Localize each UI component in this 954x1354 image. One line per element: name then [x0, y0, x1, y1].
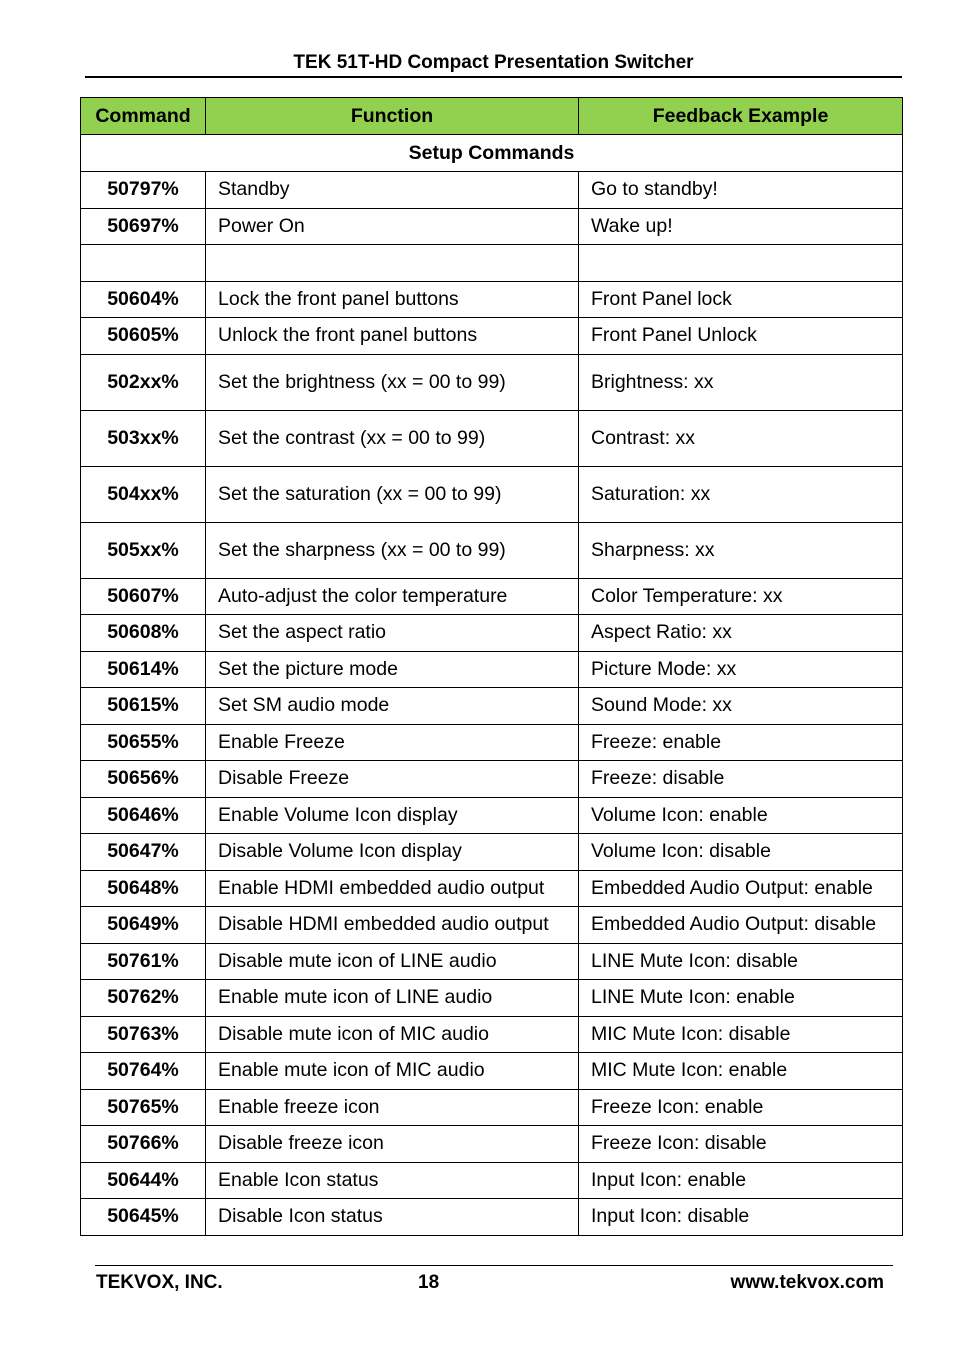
cell-command: 504xx% [81, 466, 206, 522]
cell-function: Set SM audio mode [206, 688, 579, 725]
table-row [81, 724, 903, 761]
cell-command: 50645% [81, 1199, 206, 1236]
table-row [81, 1199, 903, 1236]
table-row [81, 980, 903, 1017]
cell-function: Enable Volume Icon display [206, 797, 579, 834]
cell-feedback: Embedded Audio Output: enable [579, 870, 903, 907]
table-row [81, 466, 903, 522]
cell-function: Set the aspect ratio [206, 615, 579, 652]
column-header-feedback: Feedback Example [579, 98, 903, 135]
command-table [80, 97, 903, 1236]
cell-feedback: Freeze Icon: enable [579, 1089, 903, 1126]
footer-website: www.tekvox.com [730, 1272, 884, 1293]
cell-command: 50604% [81, 281, 206, 318]
table-row [81, 208, 903, 245]
cell-function: Disable Volume Icon display [206, 834, 579, 871]
table-row [81, 1016, 903, 1053]
table-row [81, 1089, 903, 1126]
cell-feedback: Freeze Icon: disable [579, 1126, 903, 1163]
cell-command: 50607% [81, 578, 206, 615]
section-row [81, 135, 903, 172]
cell-command: 50797% [81, 172, 206, 209]
cell-function: Lock the front panel buttons [206, 281, 579, 318]
cell-feedback: Freeze: enable [579, 724, 903, 761]
cell-function: Disable Freeze [206, 761, 579, 798]
cell-command: 50762% [81, 980, 206, 1017]
cell-function: Unlock the front panel buttons [206, 318, 579, 355]
table-row [81, 245, 903, 282]
cell-command: 50761% [81, 943, 206, 980]
cell-feedback: Brightness: xx [579, 354, 903, 410]
table-row [81, 688, 903, 725]
table-row [81, 578, 903, 615]
cell-feedback: Saturation: xx [579, 466, 903, 522]
cell-function: Enable Icon status [206, 1162, 579, 1199]
cell-feedback: Volume Icon: enable [579, 797, 903, 834]
cell-function: Disable mute icon of MIC audio [206, 1016, 579, 1053]
cell-command: 50763% [81, 1016, 206, 1053]
table-row [81, 1126, 903, 1163]
cell-command: 50655% [81, 724, 206, 761]
cell-function: Power On [206, 208, 579, 245]
cell-function: Set the saturation (xx = 00 to 99) [206, 466, 579, 522]
page-header-title: TEK 51T-HD Compact Presentation Switcher [293, 52, 694, 73]
table-row [81, 834, 903, 871]
column-header-command: Command [81, 98, 206, 135]
cell-command: 50764% [81, 1053, 206, 1090]
cell-function: Disable Icon status [206, 1199, 579, 1236]
cell-function: Set the picture mode [206, 651, 579, 688]
cell-function: Enable HDMI embedded audio output [206, 870, 579, 907]
cell-function: Disable HDMI embedded audio output [206, 907, 579, 944]
cell-feedback: Picture Mode: xx [579, 651, 903, 688]
cell-command: 50766% [81, 1126, 206, 1163]
cell-function: Set the brightness (xx = 00 to 99) [206, 354, 579, 410]
cell-function [206, 245, 579, 282]
cell-feedback: Freeze: disable [579, 761, 903, 798]
cell-function: Enable mute icon of LINE audio [206, 980, 579, 1017]
table-row [81, 651, 903, 688]
cell-function: Set the sharpness (xx = 00 to 99) [206, 522, 579, 578]
cell-function: Set the contrast (xx = 00 to 99) [206, 410, 579, 466]
cell-feedback: Sharpness: xx [579, 522, 903, 578]
cell-feedback: Wake up! [579, 208, 903, 245]
cell-feedback: MIC Mute Icon: disable [579, 1016, 903, 1053]
cell-feedback: LINE Mute Icon: enable [579, 980, 903, 1017]
cell-command: 50656% [81, 761, 206, 798]
cell-command: 502xx% [81, 354, 206, 410]
cell-command: 50648% [81, 870, 206, 907]
cell-command: 50649% [81, 907, 206, 944]
cell-command: 50646% [81, 797, 206, 834]
cell-feedback: LINE Mute Icon: disable [579, 943, 903, 980]
cell-command: 50765% [81, 1089, 206, 1126]
cell-feedback: MIC Mute Icon: enable [579, 1053, 903, 1090]
cell-feedback: Sound Mode: xx [579, 688, 903, 725]
table-row [81, 615, 903, 652]
cell-command: 50608% [81, 615, 206, 652]
cell-function: Disable freeze icon [206, 1126, 579, 1163]
cell-feedback: Volume Icon: disable [579, 834, 903, 871]
table-row [81, 761, 903, 798]
cell-feedback: Embedded Audio Output: disable [579, 907, 903, 944]
table-row [81, 172, 903, 209]
footer-page-number: 18 [418, 1272, 440, 1293]
cell-command [81, 245, 206, 282]
table-row [81, 797, 903, 834]
cell-command: 50644% [81, 1162, 206, 1199]
cell-feedback: Input Icon: disable [579, 1199, 903, 1236]
table-row [81, 907, 903, 944]
table-row [81, 354, 903, 410]
cell-function: Enable Freeze [206, 724, 579, 761]
footer-company: TEKVOX, INC. [96, 1272, 223, 1293]
footer-divider [95, 1265, 893, 1266]
table-row [81, 522, 903, 578]
cell-feedback: Front Panel lock [579, 281, 903, 318]
cell-feedback [579, 245, 903, 282]
cell-command: 50697% [81, 208, 206, 245]
table-row [81, 281, 903, 318]
cell-function: Enable mute icon of MIC audio [206, 1053, 579, 1090]
cell-function: Auto-adjust the color temperature [206, 578, 579, 615]
table-row [81, 318, 903, 355]
table-row [81, 943, 903, 980]
cell-function: Enable freeze icon [206, 1089, 579, 1126]
table-header-row [81, 98, 903, 135]
cell-command: 50647% [81, 834, 206, 871]
cell-feedback: Aspect Ratio: xx [579, 615, 903, 652]
table-row [81, 1053, 903, 1090]
cell-command: 50615% [81, 688, 206, 725]
table-row [81, 1162, 903, 1199]
cell-command: 50614% [81, 651, 206, 688]
cell-command: 50605% [81, 318, 206, 355]
cell-function: Standby [206, 172, 579, 209]
cell-command: 505xx% [81, 522, 206, 578]
cell-feedback: Contrast: xx [579, 410, 903, 466]
column-header-function: Function [206, 98, 579, 135]
header-divider [85, 76, 902, 78]
table-row [81, 870, 903, 907]
section-title: Setup Commands [81, 135, 903, 172]
cell-function: Disable mute icon of LINE audio [206, 943, 579, 980]
cell-feedback: Input Icon: enable [579, 1162, 903, 1199]
cell-feedback: Color Temperature: xx [579, 578, 903, 615]
cell-feedback: Front Panel Unlock [579, 318, 903, 355]
cell-command: 503xx% [81, 410, 206, 466]
cell-feedback: Go to standby! [579, 172, 903, 209]
table-row [81, 410, 903, 466]
